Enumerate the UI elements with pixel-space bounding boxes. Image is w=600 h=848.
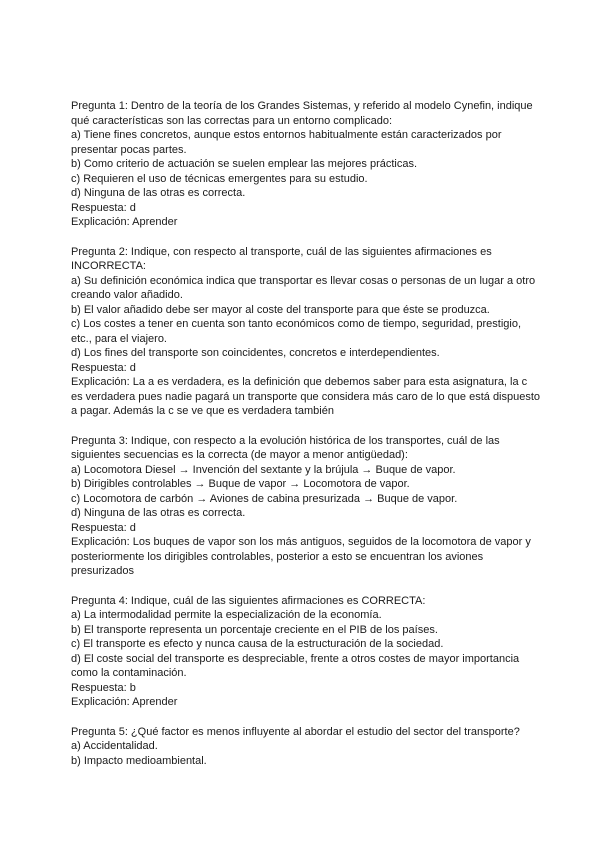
question-2-option-a: a) Su definición económica indica que transportar es llevar cosas o personas de un lugar a otro creando valor añadido. [71, 274, 536, 301]
question-4-option-b: b) El transporte representa un porcentaje creciente en el PIB de los países. [71, 623, 438, 636]
question-2-answer: Respuesta: d [71, 361, 136, 374]
question-1-option-b: b) Como criterio de actuación se suelen emplear las mejores prácticas. [71, 158, 418, 170]
question-4-answer: Respuesta: b [71, 681, 136, 694]
question-4-option-c: c) El transporte es efecto y nunca causa de la estructuración de la sociedad. [71, 638, 444, 650]
question-1-answer: Respuesta: d [71, 201, 136, 214]
question-3-option-c: c) Locomotora de carbón → Aviones de cabina presurizada → Buque de vapor. [71, 492, 458, 505]
question-2-option-c: c) Los costes a tener en cuenta son tanto económicos como de tiempo, seguridad, prestigio, etc., para el viajero. [71, 318, 522, 345]
question-1 [71, 99, 541, 230]
question-3-explanation: Explicación: Los buques de vapor son los más antiguos, seguidos de la locomotora de vapor y posteriormente los dirigibles controlables, posterior a esto se encuentran los aviones presurizados [71, 536, 531, 577]
question-5-title: Pregunta 5: ¿Qué factor es menos influyente al abordar el estudio del sector del transporte? [71, 725, 520, 738]
question-2 [71, 245, 541, 419]
question-5 [71, 725, 541, 769]
question-2-option-b: b) El valor añadido debe ser mayor al coste del transporte para que éste se produzca. [71, 303, 490, 316]
question-4-title: Pregunta 4: Indique, cuál de las siguientes afirmaciones es CORRECTA: [71, 594, 426, 607]
question-2-explanation: Explicación: La a es verdadera, es la definición que debemos saber para esta asignatura, la c es verdadera pues nadie pagará un transporte que considera más caro de lo que está dispuesto a pagar. Además la c se ve que es verdadera también [71, 376, 541, 417]
question-4-option-d: d) El coste social del transporte es despreciable, frente a otros costes de mayor importancia como la contaminación. [71, 652, 520, 679]
question-1-option-a: a) Tiene fines concretos, aunque estos entornos habitualmente están caracterizados por presentar pocas partes. [71, 129, 502, 156]
document-body [71, 99, 541, 783]
question-3 [71, 434, 541, 579]
question-3-option-b: b) Dirigibles controlables → Buque de vapor → Locomotora de vapor. [71, 478, 410, 490]
question-4-option-a: a) La intermodalidad permite la especialización de la economía. [71, 609, 382, 621]
question-3-option-a: a) Locomotora Diesel → Invención del sextante y la brújula → Buque de vapor. [71, 463, 456, 476]
question-5-option-b: b) Impacto medioambiental. [71, 754, 207, 767]
question-3-option-d: d) Ninguna de las otras es correcta. [71, 507, 246, 519]
question-3-answer: Respuesta: d [71, 521, 136, 534]
question-1-option-c: c) Requieren el uso de técnicas emergentes para su estudio. [71, 172, 368, 185]
question-2-option-d: d) Los fines del transporte son coincidentes, concretos e interdependientes. [71, 347, 440, 359]
question-1-title: Pregunta 1: Dentro de la teoría de los Grandes Sistemas, y referido al modelo Cynefin, indique qué características son las correctas para un entorno complicado: [71, 100, 533, 127]
question-1-explanation: Explicación: Aprender [71, 216, 178, 228]
question-4-explanation: Explicación: Aprender [71, 696, 178, 708]
question-3-title: Pregunta 3: Indique, con respecto a la evolución histórica de los transportes, cuál de las siguientes secuencias es la correcta (de mayor a menor antigüedad): [71, 434, 500, 461]
question-5-option-a: a) Accidentalidad. [71, 740, 158, 752]
question-2-title: Pregunta 2: Indique, con respecto al transporte, cuál de las siguientes afirmaciones es INCORRECTA: [71, 245, 492, 272]
question-4 [71, 594, 541, 710]
question-1-option-d: d) Ninguna de las otras es correcta. [71, 187, 246, 199]
